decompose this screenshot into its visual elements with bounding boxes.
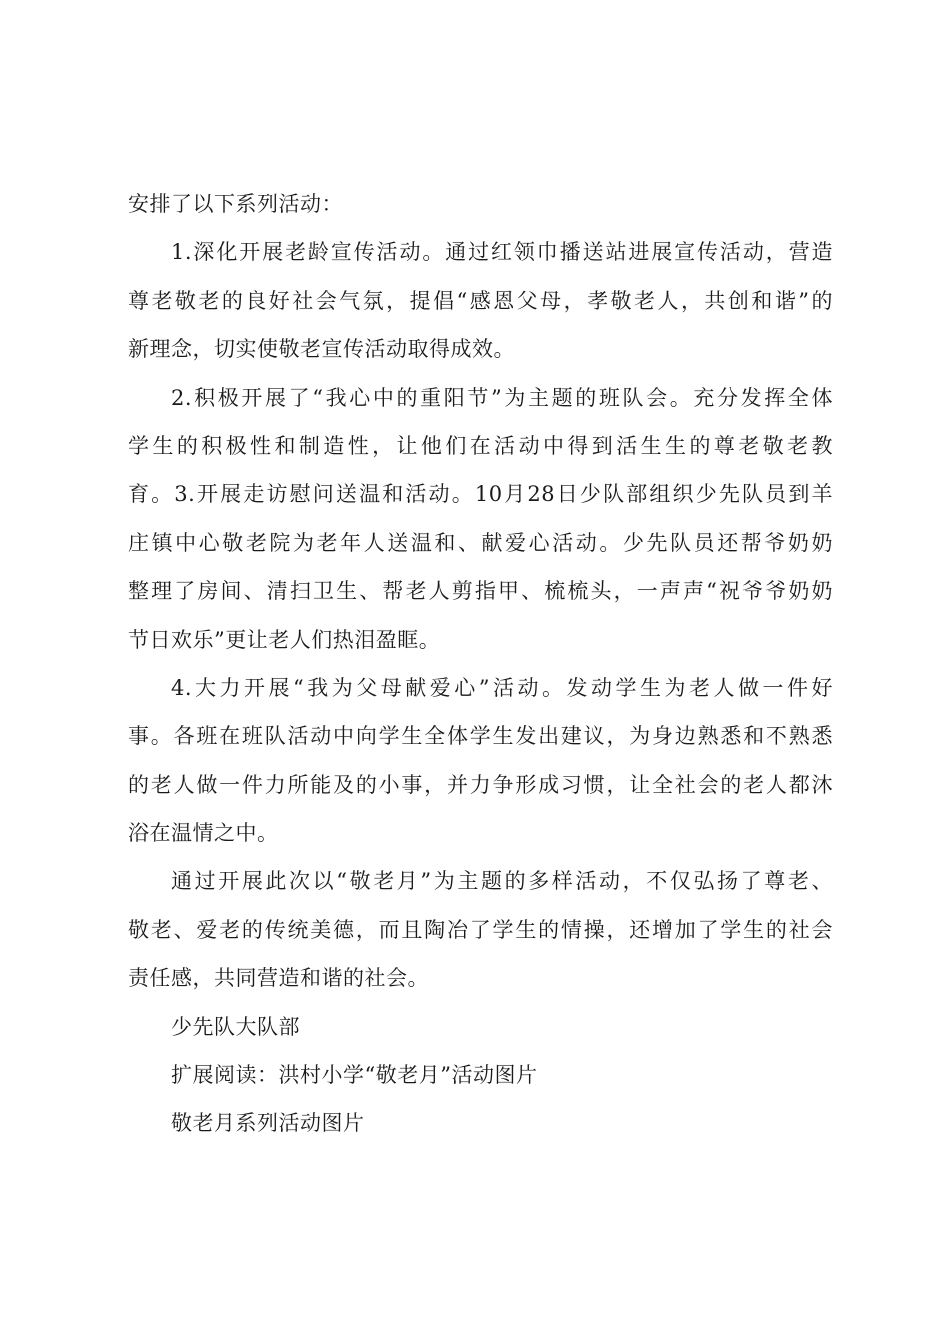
text-line: 敬老、爱老的传统美德，而且陶冶了学生的情操，还增加了学生的社会 [128, 917, 833, 942]
document-body [128, 188, 833, 1156]
text-line: 浴在温情之中。 [128, 821, 279, 846]
signature-line: 少先队大队部 [171, 1014, 300, 1039]
text-line: 学生的积极性和制造性，让他们在活动中得到活生生的尊老敬老教 [128, 433, 833, 458]
text-line: 节日欢乐”更让老人们热泪盈眶。 [128, 627, 441, 652]
text-line: 2.积极开展了“我心中的重阳节”为主题的班队会。充分发挥全体 [171, 385, 833, 410]
text-line: 庄镇中心敬老院为老年人送温和、献爱心活动。少先队员还帮爷奶奶 [128, 530, 833, 555]
text-line: 4.大力开展“我为父母献爱心”活动。发动学生为老人做一件好 [171, 675, 833, 700]
text-line: 新理念，切实使敬老宣传活动取得成效。 [128, 337, 515, 362]
text-line: 安排了以下系列活动： [128, 192, 343, 216]
text-line: 尊老敬老的良好社会气氛，提倡“感恩父母，孝敬老人，共创和谐”的 [128, 288, 833, 313]
text-line: 通过开展此次以“敬老月”为主题的多样活动，不仅弘扬了尊老、 [171, 869, 833, 894]
text-line: 整理了房间、清扫卫生、帮老人剪指甲、梳梳头，一声声“祝爷爷奶奶 [128, 579, 833, 604]
text-line: 责任感，共同营造和谐的社会。 [128, 966, 429, 991]
text-line: 的老人做一件力所能及的小事，并力争形成习惯，让全社会的老人都沐 [128, 772, 833, 797]
text-line: 育。3.开展走访慰问送温和活动。10月28日少队部组织少先队员到羊 [128, 482, 833, 507]
text-line: 事。各班在班队活动中向学生全体学生发出建议，为身边熟悉和不熟悉 [128, 724, 833, 749]
text-line: 敬老月系列活动图片 [171, 1111, 365, 1136]
text-line: 1.深化开展老龄宣传活动。通过红领巾播送站进展宣传活动，营造 [171, 240, 833, 265]
extended-reading-line: 扩展阅读：洪村小学“敬老月”活动图片 [171, 1063, 538, 1088]
